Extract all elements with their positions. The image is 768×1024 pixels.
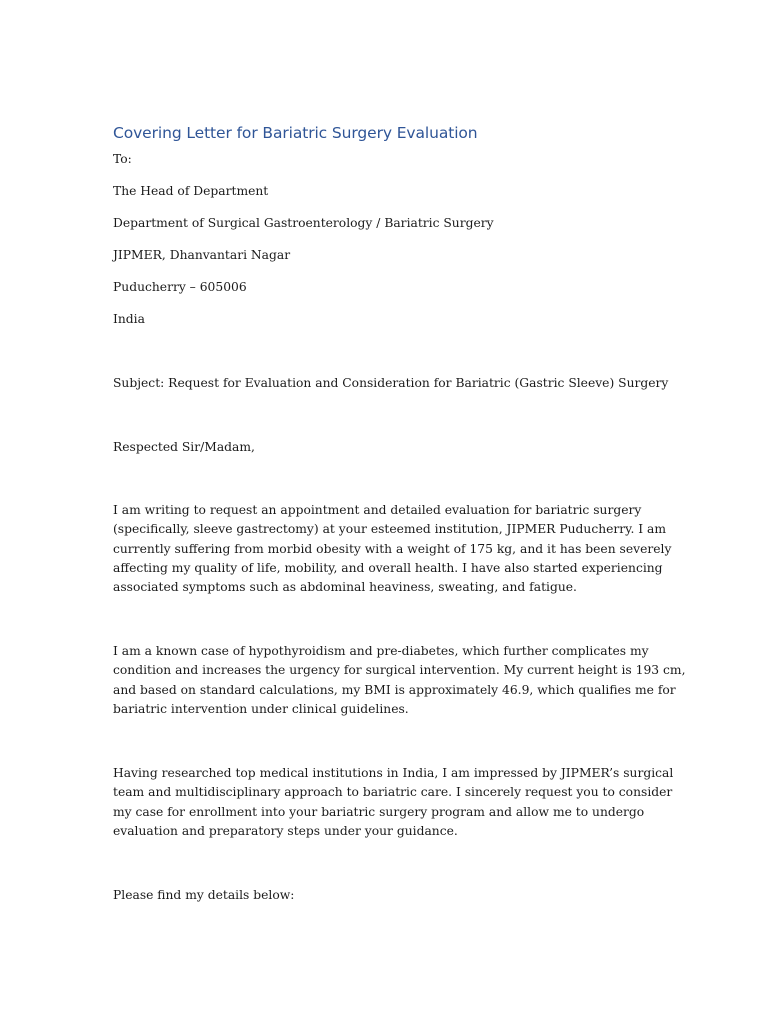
body-paragraph-3 <box>113 764 674 841</box>
subject-line: Subject: Request for Evaluation and Consideration for Bariatric (Gastric Sleeve) Surgery <box>113 376 669 390</box>
address-country: India <box>113 312 145 326</box>
body-paragraph-2 <box>113 642 686 719</box>
address-to: To: <box>113 152 132 166</box>
body-paragraph-1 <box>113 501 672 597</box>
document-title: Covering Letter for Bariatric Surgery Evaluation <box>113 124 478 142</box>
paragraph-line: my case for enrollment into your bariatric surgery program and allow me to undergo <box>113 804 645 819</box>
paragraph-line: and based on standard calculations, my BMI is approximately 46.9, which qualifies me for <box>113 682 676 697</box>
paragraph-line: Having researched top medical institutions in India, I am impressed by JIPMER’s surgical <box>113 766 674 780</box>
paragraph-line: team and multidisciplinary approach to bariatric care. I sincerely request you to consider <box>113 785 673 800</box>
paragraph-line: affecting my quality of life, mobility, and overall health. I have also started experiencing <box>113 560 663 575</box>
address-city: Puducherry – 605006 <box>113 280 247 294</box>
paragraph-line: I am a known case of hypothyroidism and pre-diabetes, which further complicates my <box>113 644 649 658</box>
address-department: Department of Surgical Gastroenterology / Bariatric Surgery <box>113 216 494 230</box>
paragraph-line: I am writing to request an appointment and detailed evaluation for bariatric surgery <box>113 503 642 517</box>
paragraph-line: currently suffering from morbid obesity with a weight of 175 kg, and it has been severely <box>113 541 672 556</box>
salutation: Respected Sir/Madam, <box>113 440 255 454</box>
paragraph-line: bariatric intervention under clinical guidelines. <box>113 701 409 716</box>
paragraph-line: evaluation and preparatory steps under your guidance. <box>113 823 458 838</box>
address-institution: JIPMER, Dhanvantari Nagar <box>113 248 291 262</box>
paragraph-line: condition and increases the urgency for surgical intervention. My current height is 193 cm, <box>113 663 686 678</box>
paragraph-line: associated symptoms such as abdominal heaviness, sweating, and fatigue. <box>113 580 577 595</box>
paragraph-line: (specifically, sleeve gastrectomy) at your esteemed institution, JIPMER Puducherry. I am <box>113 522 667 537</box>
details-intro: Please find my details below: <box>113 888 295 902</box>
address-recipient: The Head of Department <box>113 184 269 198</box>
